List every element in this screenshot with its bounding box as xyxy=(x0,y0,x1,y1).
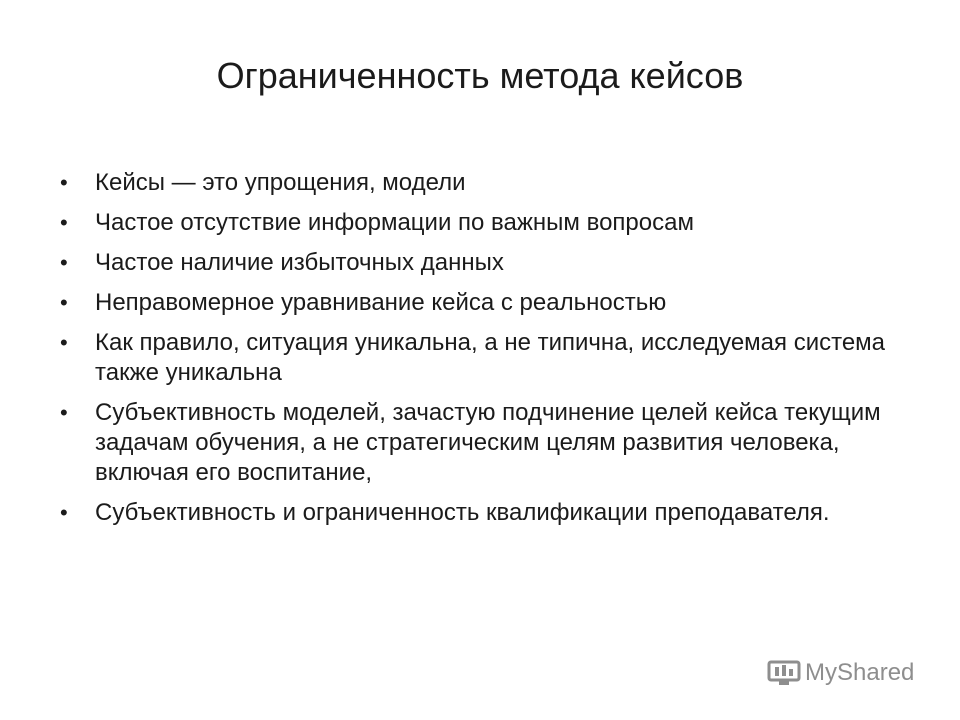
bullet-mark: • xyxy=(60,170,68,195)
bullet-text: Кейсы — это упрощения, модели xyxy=(95,169,466,196)
bullet-mark: • xyxy=(60,500,68,525)
bullet-text: Субъективность моделей, зачастую подчинение целей кейса текущим задачам обучения, а не стратегическим целям развития человека, включая его воспитание, xyxy=(95,399,881,486)
bullet-text: Субъективность и ограниченность квалификации преподавателя. xyxy=(95,499,830,526)
bullet-mark: • xyxy=(60,250,68,275)
bullet-text: Частое наличие избыточных данных xyxy=(95,249,504,276)
bullet-text: Частое отсутствие информации по важным вопросам xyxy=(95,209,694,236)
bullet-text: Неправомерное уравнивание кейса с реальностью xyxy=(95,289,667,316)
bullet-item xyxy=(60,328,920,388)
bullet-item xyxy=(60,208,920,238)
bullet-item xyxy=(60,498,920,528)
bullet-list xyxy=(60,168,920,538)
bullet-text: Как правило, ситуация уникальна, а не типична, исследуемая система также уникальна xyxy=(95,329,886,386)
bullet-item xyxy=(60,168,920,198)
bullet-mark: • xyxy=(60,210,68,235)
bullet-mark: • xyxy=(60,330,68,355)
bullet-item xyxy=(60,288,920,318)
myshared-logo-icon xyxy=(767,659,801,687)
bullet-item xyxy=(60,248,920,278)
bullet-item xyxy=(60,398,920,488)
bullet-mark: • xyxy=(60,290,68,315)
bullet-mark: • xyxy=(60,400,68,425)
watermark-text: MyShared xyxy=(805,659,915,686)
myshared-watermark[interactable] xyxy=(767,655,927,691)
slide-title: Ограниченность метода кейсов xyxy=(216,55,744,96)
